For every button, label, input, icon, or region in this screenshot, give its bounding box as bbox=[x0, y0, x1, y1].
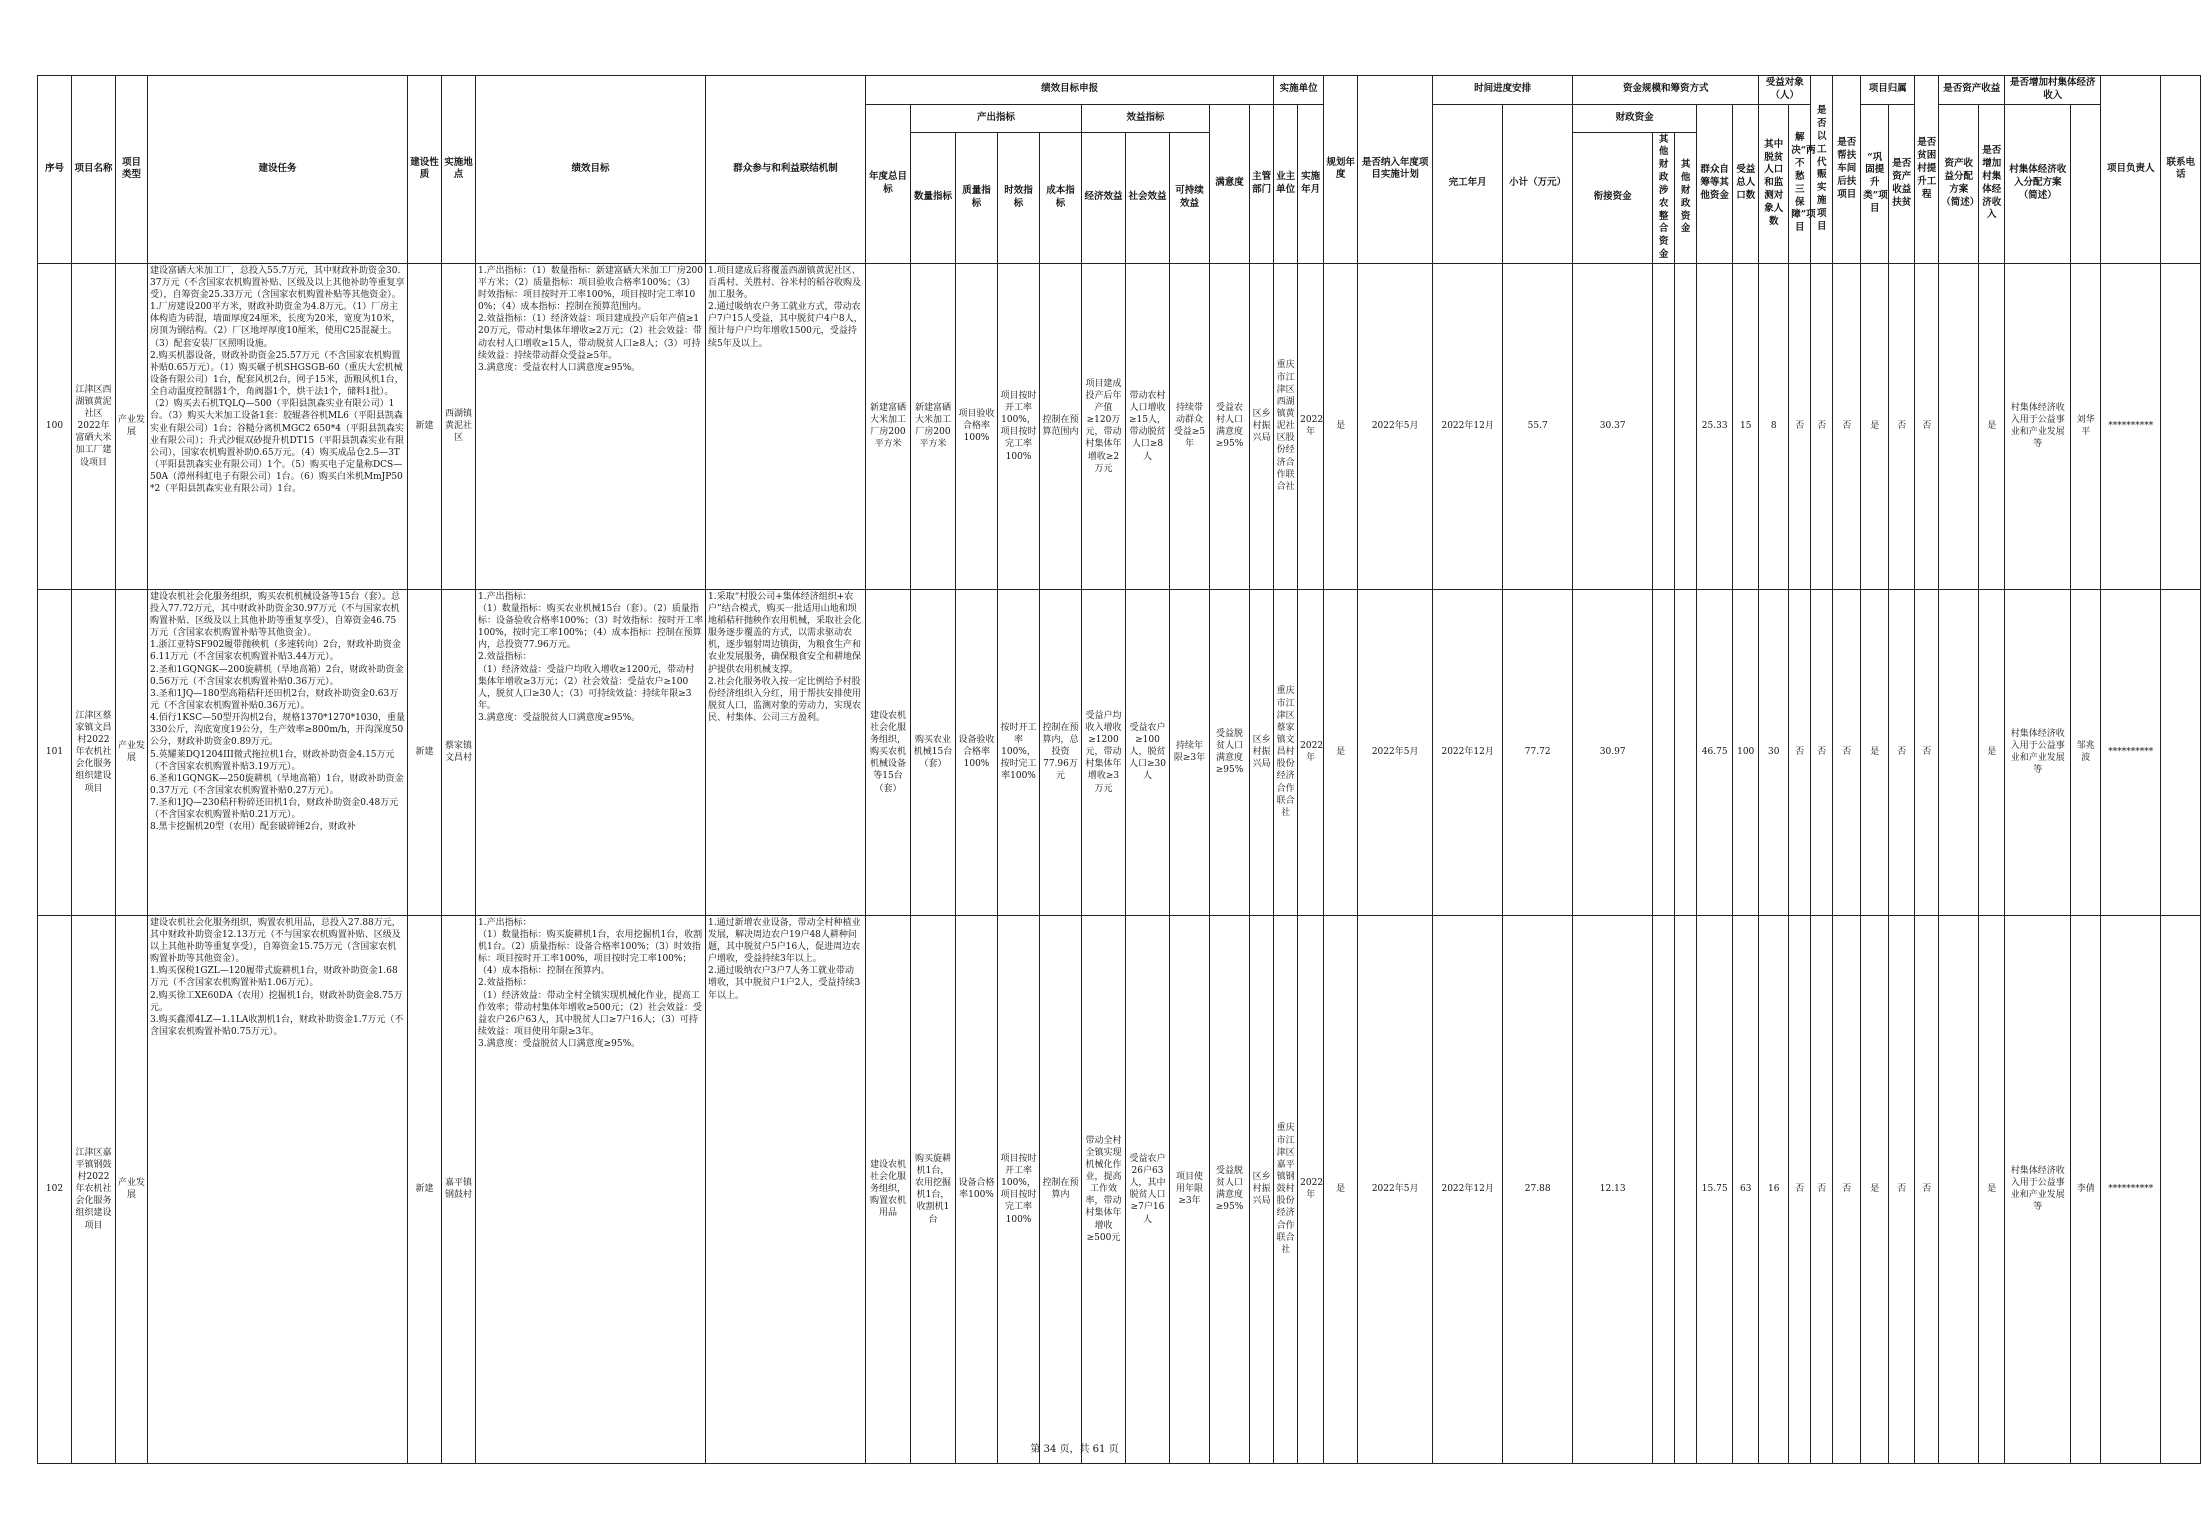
table-row bbox=[38, 589, 2201, 915]
col-collective-plan: 村集体经济收入分配方案（简述） bbox=[2005, 104, 2071, 263]
cell-bene-total: 63 bbox=[1733, 915, 1759, 1463]
col-task: 建设任务 bbox=[148, 76, 408, 264]
col-bene-poor: 其中脱贫人口和监测对象人数 bbox=[1759, 104, 1789, 263]
cell-satisfaction: 受益脱贫人口满意度≥95% bbox=[1210, 915, 1250, 1463]
col-self-raised: 群众自筹等其他资金 bbox=[1697, 104, 1733, 263]
cell-in-plan: 是 bbox=[1324, 589, 1358, 915]
cell-econ: 受益户均收入增收≥1200元，带动村集体年增收≥3万元 bbox=[1082, 589, 1126, 915]
cell-finish: 2022年12月 bbox=[1433, 263, 1503, 589]
col-mechanism: 群众参与和利益联结机制 bbox=[706, 76, 866, 264]
cell-leader: 邹兆波 bbox=[2071, 589, 2101, 915]
cell-q-collective: 是 bbox=[1979, 263, 2005, 589]
cell-other-agri bbox=[1653, 589, 1675, 915]
cell-seq: 102 bbox=[38, 915, 72, 1463]
cell-other-agri bbox=[1653, 915, 1675, 1463]
cell-place: 嘉平镇钢鼓村 bbox=[442, 915, 476, 1463]
cell-self-raised: 25.33 bbox=[1697, 263, 1733, 589]
cell-dept: 区乡村振兴局 bbox=[1250, 263, 1274, 589]
cell-phone: ********** bbox=[2101, 263, 2161, 589]
cell-place: 西湖镇黄泥社区 bbox=[442, 263, 476, 589]
cell-dept: 区乡村振兴局 bbox=[1250, 589, 1274, 915]
cell-econ: 项目建成投产后年产值≥120万元，带动村集体年增收≥2万元 bbox=[1082, 263, 1126, 589]
col-q-village: 是否贫困村提升工程 bbox=[1915, 76, 1939, 264]
cell-mechanism: 1.项目建成后将覆盖西湖镇黄泥社区、百禹村、关胜村、谷米村的稻谷收购及加工服务。 2.通过吸纳农户务工就业方式，带动农户7户15人受益，其中脱贫户4户8人，预计每户户均年增收1500元，受益持续5年及以上。 bbox=[706, 263, 866, 589]
col-nature: 建设性质 bbox=[408, 76, 442, 264]
col-plan-year: 规划年度 bbox=[1324, 76, 1358, 264]
cell-q-collective: 是 bbox=[1979, 915, 2005, 1463]
cell-solve: 否 bbox=[1833, 589, 1861, 915]
cell-bene-poor: 8 bbox=[1759, 263, 1789, 589]
col-owner: 业主单位 bbox=[1274, 104, 1298, 263]
cell-collective-plan: 村集体经济收入用于公益事业和产业发展等 bbox=[2005, 263, 2071, 589]
cell-self-raised: 15.75 bbox=[1697, 915, 1733, 1463]
cell-other-fiscal bbox=[1675, 589, 1697, 915]
cell-phone: ********** bbox=[2101, 589, 2161, 915]
cell-task: 建设农机社会化服务组织，购买农机机械设备等15台（套）。总投入77.72万元，其中财政补助资金30.97万元（不与国家农机购置补贴、区级及以上其他补助等重复享受），自筹资金46.75万元（含国家农机购置补贴等其他资金）。 1.浙江亚特SF902履带抛秧机（多速转向）2台，财政补助资金6.11万元（不含国家农机购置补贴3.44万元）。 2.圣和1GQNGK—200旋耕机（旱地高箱）2台，财政补助资金0.56万元（不含国家农机购置补贴0.36万元）。 3.圣和1JQ—180型高箱秸秆还田机2台，财政补助资金0.63万元（不含国家农机购置补贴0.36万元）。 4.佰行1KSC—50型开沟机2台，规格1370*1270*1030，重量330公斤，沟底宽度19公分，生产效率≥800m/h，开沟深度50公分，财政补助资金0.89万元。 5.英耀莱DQ1204III微式拖拉机1台，财政补助资金4.15万元（不含国家农机购置补贴3.19万元）。 6.圣和1GQNGK—250旋耕机（旱地高箱）1台，财政补助资金0.37万元（不含国家农机购置补贴0.27万元）。 7.圣和1JQ—230秸秆粉碎还田机1台，财政补助资金0.48万元（不含国家农机购置补贴0.21万元）。 8.黑卡挖掘机20型（农用）配套破碎锤2台，财政补 bbox=[148, 589, 408, 915]
cell-quality: 设备合格率100% bbox=[956, 915, 998, 1463]
col-sustain: 可持续效益 bbox=[1170, 132, 1210, 263]
col-satisfaction: 满意度 bbox=[1210, 104, 1250, 263]
cell-sustain: 持续带动群众受益≥5年 bbox=[1170, 263, 1210, 589]
cell-q-work: 否 bbox=[1789, 915, 1811, 1463]
col-phone: 联系电话 bbox=[2161, 76, 2201, 264]
cell-sustain: 持续年限≥3年 bbox=[1170, 589, 1210, 915]
cell-phone: ********** bbox=[2101, 915, 2161, 1463]
cell-consolidate: 是 bbox=[1861, 263, 1889, 589]
cell-remark bbox=[2161, 263, 2201, 589]
col-other-fiscal: 其他财政资金 bbox=[1675, 132, 1697, 263]
col-linked-fund: 衔接资金 bbox=[1573, 132, 1653, 263]
cell-quality: 项目验收合格率100% bbox=[956, 263, 998, 589]
cell-start: 2022年5月 bbox=[1358, 589, 1433, 915]
cell-qty: 购买旋耕机1台，农用挖掘机1台，收割机1台 bbox=[911, 915, 956, 1463]
col-q-help: 是否帮扶车间后扶项目 bbox=[1833, 76, 1861, 264]
cell-task: 建设农机社会化服务组织，购置农机用品，总投入27.88万元，其中财政补助资金12.13万元（不与国家农机购置补贴、区级及以上其他补助等重复享受），自筹资金15.75万元（含国家农机购置补助等其他资金）。 1.购买保税1GZL—120履带式旋耕机1台，财政补助资金1.68万元（不含国家农机购置补贴1.06万元）。 2.购买徐工XE60DA（农用）挖掘机1台，财政补助资金8.75万元。 3.购买鑫潭4LZ—1.1LA收割机1台，财政补助资金1.7万元（不含国家农机购置补贴0.75万元）。 bbox=[148, 915, 408, 1463]
cell-subtotal: 77.72 bbox=[1503, 589, 1573, 915]
cell-bene-poor: 16 bbox=[1759, 915, 1789, 1463]
cell-satisfaction: 受益脱贫人口满意度≥95% bbox=[1210, 589, 1250, 915]
cell-seq: 100 bbox=[38, 263, 72, 589]
cell-goal: 1.产出指标： （1）数量指标：购买农业机械15台（套）。（2）质量指标：设备验收合格率100%；（3）时效指标：按时开工率100%，按时完工率100%；（4）成本指标：控制在预算内，总投资77.96万元。 2.效益指标： （1）经济效益：受益户均收入增收≥1200元，带动村集体年增收≥3万元；（2）社会效益：受益农户≥100人，脱贫人口≥30人；（3）可持续效益：持续年限≥3年。 3.满意度：受益脱贫人口满意度≥95%。 bbox=[476, 589, 706, 915]
cell-cost: 控制在预算内，总投资77.96万元 bbox=[1040, 589, 1082, 915]
cell-self-raised: 46.75 bbox=[1697, 589, 1733, 915]
cell-place: 蔡家镇文昌村 bbox=[442, 589, 476, 915]
cell-in-plan: 是 bbox=[1324, 263, 1358, 589]
cell-owner: 重庆市江津区蔡家镇文昌村股份经济合作联合社 bbox=[1274, 589, 1298, 915]
cell-nature: 新建 bbox=[408, 589, 442, 915]
cell-nature: 新建 bbox=[408, 263, 442, 589]
col-group-fiscal: 财政资金 bbox=[1573, 104, 1697, 132]
cell-asset-plan bbox=[1939, 263, 1979, 589]
cell-annual-goal: 新建富硒大米加工厂房200平方米 bbox=[866, 263, 911, 589]
cell-econ: 带动全村全镇实现机械化作业，提高工作效率，带动村集体年增收≥500元 bbox=[1082, 915, 1126, 1463]
cell-nature: 新建 bbox=[408, 915, 442, 1463]
cell-linked-fund: 12.13 bbox=[1573, 915, 1653, 1463]
col-quality: 质量指标 bbox=[956, 132, 998, 263]
col-subtotal: 小计（万元） bbox=[1503, 104, 1573, 263]
cell-q-help: 否 bbox=[1811, 589, 1833, 915]
col-bene-total: 受益总人口数 bbox=[1733, 104, 1759, 263]
col-group-benefit: 效益指标 bbox=[1082, 104, 1210, 132]
cell-mechanism: 1.采取“村股公司+集体经济组织+农户”结合模式，购买一批适用山地和坝地稻秸秆抛秧作农用机械，采取社会化服务逐步覆盖的方式，以需求驱动农机，逐步辐射周边镇街，为粮食生产和农业发展服务，确保粮食安全和耕地保护提供农用机械支撑。 2.社会化服务收入按一定比例给予村股份经济组织入分红，用于帮扶安排使用脱贫人口，监测对象的劳动力，实现农民、村集体、公司三方盈利。 bbox=[706, 589, 866, 915]
cell-plan-year: 2022年 bbox=[1298, 915, 1324, 1463]
cell-finish: 2022年12月 bbox=[1433, 589, 1503, 915]
cell-quality: 设备验收合格率100% bbox=[956, 589, 998, 915]
cell-social: 受益农户≥100人，脱贫人口≥30人 bbox=[1126, 589, 1170, 915]
col-social: 社会效益 bbox=[1126, 132, 1170, 263]
cell-social: 带动农村人口增收≥15人，带动脱贫人口≥8人 bbox=[1126, 263, 1170, 589]
cell-plan-year: 2022年 bbox=[1298, 263, 1324, 589]
table-row bbox=[38, 263, 2201, 589]
col-q-work: 是否以工代赈实施项目 bbox=[1811, 76, 1833, 264]
cell-other-fiscal bbox=[1675, 915, 1697, 1463]
cell-goal: 1.产出指标： （1）数量指标：购买旋耕机1台，农用挖掘机1台，收割机1台。（2）质量指标：设备合格率100%；（3）时效指标：项目按时开工率100%，项目按时完工率100%；（4）成本指标：控制在预算内。 2.效益指标： （1）经济效益：带动全村全镇实现机械化作业，提高工作效率；带动村集体年增收≥500元；（2）社会效益：受益农户26户63人，其中脱贫人口≥7户16人；（3）可持续效益：项目使用年限≥3年。 3.满意度：受益脱贫人口满意度≥95%。 bbox=[476, 915, 706, 1463]
col-timeliness: 时效指标 bbox=[998, 132, 1040, 263]
col-group-perf: 绩效目标申报 bbox=[866, 76, 1274, 105]
cell-q-help: 否 bbox=[1811, 263, 1833, 589]
cell-finish: 2022年12月 bbox=[1433, 915, 1503, 1463]
col-solve: 解决“两不愁三保障”项目 bbox=[1789, 104, 1811, 263]
col-other-agri: 其他财政涉农整合资金 bbox=[1653, 132, 1675, 263]
col-place: 实施地点 bbox=[442, 76, 476, 264]
cell-leader: 刘华平 bbox=[2071, 263, 2101, 589]
col-asset-plan: 资产收益分配方案（简述） bbox=[1939, 104, 1979, 263]
cell-collective-plan: 村集体经济收入用于公益事业和产业发展等 bbox=[2005, 589, 2071, 915]
cell-qty: 购买农业机械15台（套） bbox=[911, 589, 956, 915]
cell-owner: 重庆市江津区西湖镇黄泥社区股份经济合作联合社 bbox=[1274, 263, 1298, 589]
project-table bbox=[37, 75, 2201, 1464]
cell-q-asset: 否 bbox=[1915, 915, 1939, 1463]
cell-seq: 101 bbox=[38, 589, 72, 915]
col-dept: 主管部门 bbox=[1250, 104, 1274, 263]
cell-start: 2022年5月 bbox=[1358, 263, 1433, 589]
cell-start: 2022年5月 bbox=[1358, 915, 1433, 1463]
cell-other-fiscal bbox=[1675, 263, 1697, 589]
cell-name: 江津区蔡家镇文昌村2022年农机社会化服务组织建设项目 bbox=[72, 589, 116, 915]
cell-leader: 李倩 bbox=[2071, 915, 2101, 1463]
col-q-asset: 是否资产收益扶贫 bbox=[1889, 104, 1915, 263]
cell-dept: 区乡村振兴局 bbox=[1250, 915, 1274, 1463]
col-q-collective: 是否增加村集体经济收入 bbox=[1979, 104, 2005, 263]
cell-consolidate: 是 bbox=[1861, 915, 1889, 1463]
cell-remark bbox=[2161, 915, 2201, 1463]
cell-qty: 新建富硒大米加工厂房200平方米 bbox=[911, 263, 956, 589]
col-group-unit: 实施单位 bbox=[1274, 76, 1324, 105]
cell-cost: 控制在预算范围内 bbox=[1040, 263, 1082, 589]
cell-q-work: 否 bbox=[1789, 589, 1811, 915]
cell-q-work: 否 bbox=[1789, 263, 1811, 589]
cell-cost: 控制在预算内 bbox=[1040, 915, 1082, 1463]
cell-linked-fund: 30.37 bbox=[1573, 263, 1653, 589]
cell-bene-total: 15 bbox=[1733, 263, 1759, 589]
cell-mechanism: 1.通过新增农业设备，带动全村种植业发展，解决周边农户19户48人耕种问题，其中脱贫户5户16人，促进周边农户增收，受益持续3年以上。 2.通过吸纳农户3户7人务工就业带动增收，其中脱贫户1户2人，受益持续3年以上。 bbox=[706, 915, 866, 1463]
cell-consolidate: 是 bbox=[1861, 589, 1889, 915]
cell-asset-plan bbox=[1939, 915, 1979, 1463]
cell-type: 产业发展 bbox=[116, 589, 148, 915]
col-leader: 项目负责人 bbox=[2101, 76, 2161, 264]
cell-timeliness: 项目按时开工率100%，项目按时完工率100% bbox=[998, 915, 1040, 1463]
table-row bbox=[38, 915, 2201, 1463]
cell-bene-poor: 30 bbox=[1759, 589, 1789, 915]
cell-annual-goal: 建设农机社会化服务组织，购买农机机械设备等15台（套） bbox=[866, 589, 911, 915]
cell-name: 江津区西湖镇黄泥社区2022年富硒大米加工厂建设项目 bbox=[72, 263, 116, 589]
cell-q-asset: 否 bbox=[1915, 263, 1939, 589]
cell-linked-fund: 30.97 bbox=[1573, 589, 1653, 915]
cell-name: 江津区嘉平镇钢鼓村2022年农机社会化服务组织建设项目 bbox=[72, 915, 116, 1463]
col-group-bene: 受益对象（人） bbox=[1759, 76, 1811, 105]
cell-type: 产业发展 bbox=[116, 915, 148, 1463]
col-start: 实施年月 bbox=[1298, 104, 1324, 263]
col-group-fund: 资金规模和筹资方式 bbox=[1573, 76, 1759, 105]
cell-collective-plan: 村集体经济收入用于公益事业和产业发展等 bbox=[2005, 915, 2071, 1463]
col-type: 项目类型 bbox=[116, 76, 148, 264]
col-group-collective: 是否增加村集体经济收入 bbox=[2005, 76, 2101, 105]
col-finish: 完工年月 bbox=[1433, 104, 1503, 263]
col-in-plan: 是否纳入年度项目实施计划 bbox=[1358, 76, 1433, 264]
col-annual-goal: 年度总目标 bbox=[866, 104, 911, 263]
cell-goal: 1.产出指标：（1）数量指标：新建富硒大米加工厂房200平方米；（2）质量指标：项目验收合格率100%；（3）时效指标：项目按时开工率100%，项目按时完工率100%；（4）成本指标：控制在预算范围内。 2.效益指标：（1）经济效益：项目建成投产后年产值≥120万元，带动村集体年增收≥2万元；（2）社会效益：带动农村人口增收≥15人，带动脱贫人口≥8人；（3）可持续效益：持续带动群众受益≥5年。 3.满意度：受益农村人口满意度≥95%。 bbox=[476, 263, 706, 589]
cell-sustain: 项目使用年限≥3年 bbox=[1170, 915, 1210, 1463]
cell-satisfaction: 受益农村人口满意度≥95% bbox=[1210, 263, 1250, 589]
cell-q-village: 否 bbox=[1889, 915, 1915, 1463]
col-cost: 成本指标 bbox=[1040, 132, 1082, 263]
cell-annual-goal: 建设农机社会化服务组织，购置农机用品 bbox=[866, 915, 911, 1463]
cell-q-collective: 是 bbox=[1979, 589, 2005, 915]
cell-q-help: 否 bbox=[1811, 915, 1833, 1463]
cell-asset-plan bbox=[1939, 589, 1979, 915]
col-group-asset: 是否资产收益 bbox=[1939, 76, 2005, 105]
cell-q-village: 否 bbox=[1889, 589, 1915, 915]
col-goal: 绩效目标 bbox=[476, 76, 706, 264]
cell-task: 建设富硒大米加工厂，总投入55.7万元，其中财政补助资金30.37万元（不含国家农机购置补贴、区级及以上其他补助等重复享受），自筹资金25.33万元（含国家农机购置补贴等其他资金）。 1.厂房建设200平方米，财政补助资金为4.8万元。（1）厂房主体构造为砖混，墙面厚度24厘米，长度为20米，宽度为10米，房顶为钢结构。（2）厂区地坪厚度10厘米，使用C25混凝土。（3）配套安装厂区照明设施。 2.购买机器设备，财政补助资金25.57万元（不含国家农机购置补贴0.65万元）。（1）购买碾子机SHGSGB-60（重庆大宏机械设备有限公司）1台，配套风机2台，网子15米，沥粮风机1台，全自动温度控制器1个，角阀器1个，烘干法1个，储料1批）。（2）购买去石机TQLQ—500（平阳县凯森实业有限公司）1台。（3）购买大米加工设备1套：胶辊砻谷机ML6（平阳县凯森实业有限公司）1台；谷糙分离机MGC2 650*4（平阳县凯森实业有限公司）；升式沙辊双砂提升机DT15（平阳县凯森实业有限公司），国家农机购置补助0.65万元。（4）购买成品仓2.5—3T（平阳县凯森实业有限公司）1个。（5）购买电子定量称DCS—50A（漳州科虹电子有限公司）1台。（6）购买白米机MmJP50*2（平阳县凯森实业有限公司）1台。 bbox=[148, 263, 408, 589]
col-econ: 经济效益 bbox=[1082, 132, 1126, 263]
col-name: 项目名称 bbox=[72, 76, 116, 264]
cell-plan-year: 2022年 bbox=[1298, 589, 1324, 915]
col-seq: 序号 bbox=[38, 76, 72, 264]
cell-in-plan: 是 bbox=[1324, 915, 1358, 1463]
cell-timeliness: 按时开工率100%，按时完工率100% bbox=[998, 589, 1040, 915]
col-group-time: 时间进度安排 bbox=[1433, 76, 1573, 105]
col-group-output: 产出指标 bbox=[911, 104, 1082, 132]
cell-owner: 重庆市江津区嘉平镇钢鼓村股份经济合作联合社 bbox=[1274, 915, 1298, 1463]
cell-solve: 否 bbox=[1833, 915, 1861, 1463]
cell-type: 产业发展 bbox=[116, 263, 148, 589]
col-consolidate: “巩固提升类”项目 bbox=[1861, 104, 1889, 263]
cell-social: 受益农户26户63人，其中脱贫人口≥7户16人 bbox=[1126, 915, 1170, 1463]
cell-solve: 否 bbox=[1833, 263, 1861, 589]
col-group-attr: 项目归属 bbox=[1861, 76, 1915, 105]
cell-other-agri bbox=[1653, 263, 1675, 589]
col-qty: 数量指标 bbox=[911, 132, 956, 263]
cell-q-asset: 否 bbox=[1915, 589, 1939, 915]
cell-q-village: 否 bbox=[1889, 263, 1915, 589]
cell-bene-total: 100 bbox=[1733, 589, 1759, 915]
cell-remark bbox=[2161, 589, 2201, 915]
page-number: 第 34 页，共 61 页 bbox=[1030, 1444, 1119, 1455]
cell-timeliness: 项目按时开工率100%，项目按时完工率100% bbox=[998, 263, 1040, 589]
cell-subtotal: 27.88 bbox=[1503, 915, 1573, 1463]
cell-subtotal: 55.7 bbox=[1503, 263, 1573, 589]
